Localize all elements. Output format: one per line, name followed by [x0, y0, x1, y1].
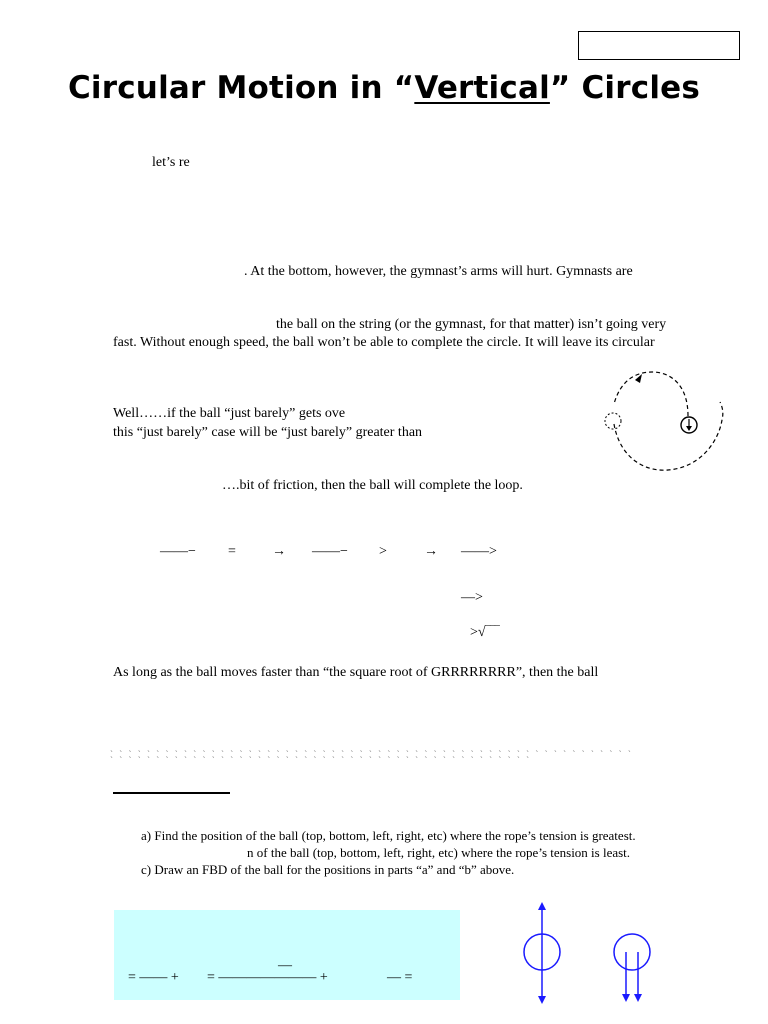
eq-row3: >√‾‾‾ — [470, 625, 500, 640]
bottom-text: . At the bottom, however, the gymnast’s arms will hurt. Gymnasts are — [244, 264, 633, 279]
question-c: c) Draw an FBD of the ball for the positions in parts “a” and “b” above. — [141, 862, 515, 877]
eq-row1-d: ——− — [312, 544, 348, 559]
eq-row1-c: → — [272, 544, 286, 559]
box-eq-3: — = — [387, 970, 413, 985]
equation-box — [114, 910, 460, 1000]
eq-row1-e: > — [379, 544, 387, 559]
heading-underline — [113, 792, 230, 794]
barely-text: this “just barely” case will be “just barely” greater than — [113, 425, 423, 440]
box-eq-overbar: — — [278, 958, 292, 973]
friction-text: ….bit of friction, then the ball will complete the loop. — [222, 478, 523, 493]
loop-diagram — [598, 364, 730, 476]
string-text-1: the ball on the string (or the gymnast, for that matter) isn’t going very — [276, 317, 667, 332]
eq-row1-g: ——> — [461, 544, 497, 559]
question-b: n of the ball (top, bottom, left, right, etc) where the rope’s tension is least. — [247, 845, 631, 860]
question-a: a) Find the position of the ball (top, bottom, left, right, etc) where the rope’s tension is greatest. — [141, 828, 636, 843]
eq-row1-f: → — [424, 544, 438, 559]
fbd-diagram-b — [608, 928, 656, 1004]
section-divider: ` ` ` ` ` ` ` ` ` ` ` ` ` ` ` ` ` ` ` ` ` ` ` ` ` ` ` ` ` ` ` ` ` ` ` ` ` ` ` ` ` ` ` ` ` ` ` ` ` ` ` ` ` ` ` ` ` ` ` ` ` ` ` ` ` ` ` ` ` ` ` ` ` ` ` ` ` ` ` ` ` ` ` ` ` ` ` ` ` ` ` ` ` ` ` ` ` ` ` ` ` ` ` — [110, 749, 633, 765]
sqrt-text: As long as the ball moves faster than “the square root of GRRRRRRRR”, then the ball — [113, 665, 599, 680]
intro-text: let’s re — [152, 155, 190, 170]
string-text-2: fast. Without enough speed, the ball won’t be able to complete the circle. It will leave its circular — [113, 335, 655, 350]
box-eq-2: = ——————— + — [207, 970, 328, 985]
eq-row2: —> — [461, 590, 483, 605]
box-eq-1: = —— + — [128, 970, 179, 985]
page-title: Circular Motion in “Vertical” Circles — [67, 70, 701, 106]
eq-row1-b: = — [228, 544, 236, 559]
fbd-diagram-a — [516, 900, 568, 1006]
well-text: Well……if the ball “just barely” gets ove — [113, 406, 346, 421]
name-box[interactable] — [578, 31, 740, 60]
eq-row1-a: ——− — [160, 544, 196, 559]
